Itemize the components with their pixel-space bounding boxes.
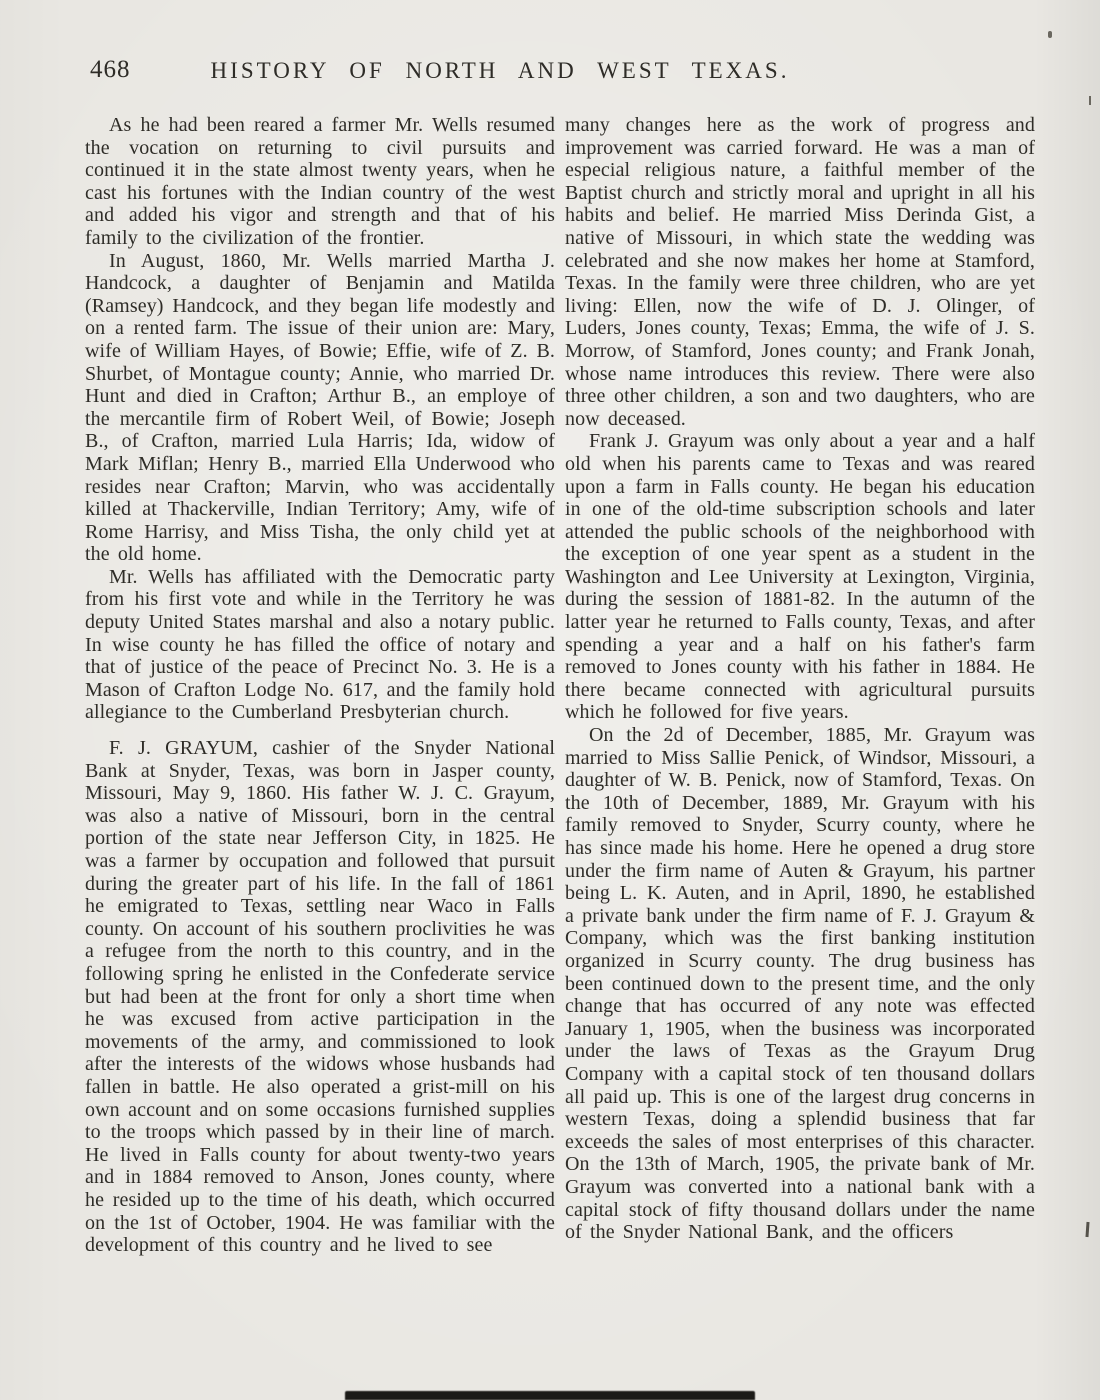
paragraph: As he had been reared a farmer Mr. Wells resumed the vocation on returning to civil pursuits and continued it in the state almost twenty years, when he cast his fortunes with the Indian country of the west and added his vigor and strength and that of his family to the civilization of the frontier.: [85, 114, 555, 249]
paragraph: In August, 1860, Mr. Wells married Martha J. Handcock, a daughter of Benjamin and Matilda (Ramsey) Handcock, and they began life modestly and on a rented farm. The issue of their union are: Mary, wife of William Hayes, of Bowie; Effie, wife of Z. B. Shurbet, of Montague county; Annie, who married Dr. Hunt and died in Crafton; Arthur B., an employe of the mercantile firm of Robert Weil, of Bowie; Joseph B., of Crafton, married Lula Harris; Ida, widow of Mark Miflan; Henry B., married Ella Underwood who resides near Crafton; Marvin, who was accidentally killed at Thackerville, Indian Territory; Amy, wife of Rome Harrisy, and Miss Tisha, the only child yet at the old home.: [85, 249, 555, 566]
scan-artifact-bottom-bar: [345, 1391, 755, 1400]
text-columns: [0, 114, 1100, 1257]
page-title: HISTORY OF NORTH AND WEST TEXAS.: [210, 58, 790, 83]
page-number: 468: [90, 56, 131, 83]
page-header: [0, 0, 1100, 92]
left-column: [85, 114, 555, 1257]
paragraph: F. J. GRAYUM, cashier of the Snyder National Bank at Snyder, Texas, was born in Jasper county, Missouri, May 9, 1860. His father W. J. C. Grayum, was also a native of Missouri, born in the central portion of the state near Jefferson City, in 1825. He was a farmer by occupation and followed that pursuit during the greater part of his life. In the fall of 1861 he emigrated to Texas, settling near Waco in Falls county. On account of his southern proclivities he was a refugee from the north to this country, and in the following spring he enlisted in the Confederate service but had been at the front for only a short time when he was excused from active participation in the movements of the army, and commissioned to look after the interests of the widows whose husbands had fallen in battle. He also operated a grist-mill on his own account and on some occasions furnished supplies to the troops which passed by in their line of march. He lived in Falls county for about twenty-two years and in 1884 removed to Anson, Jones county, where he resided up to the time of his death, which occurred on the 1st of October, 1904. He was familiar with the development of this country and he lived to see: [85, 737, 555, 1257]
scan-speck: [1048, 31, 1052, 38]
paragraph: On the 2d of December, 1885, Mr. Grayum was married to Miss Sallie Penick, of Windsor, Missouri, a daughter of W. B. Penick, now of Stamford, Texas. On the 10th of December, 1889, Mr. Grayum with his family removed to Snyder, Scurry county, where he has since made his home. Here he opened a drug store under the firm name of Auten & Grayum, his partner being L. K. Auten, and in April, 1890, he established a private bank under the firm name of F. J. Grayum & Company, which was the first banking institution organized in Scurry county. The drug business has been continued down to the present time, and the only change that has occurred of any note was effected January 1, 1905, when the business was incorporated under the laws of Texas as the Grayum Drug Company with a capital stock of ten thousand dollars all paid up. This is one of the largest drug concerns in western Texas, doing a splendid business that far exceeds the sales of most enterprises of this character. On the 13th of March, 1905, the private bank of Mr. Grayum was converted into a national bank with a capital stock of fifty thousand dollars under the name of the Snyder National Bank, and the officers: [565, 724, 1035, 1244]
paragraph: many changes here as the work of progress and improvement was carried forward. He was a man of especial religious nature, a faithful member of the Baptist church and strictly moral and upright in all his habits and belief. He married Miss Derinda Gist, a native of Missouri, in which state the wedding was celebrated and she now makes her home at Stamford, Texas. In the family were three children, who are yet living: Ellen, now the wife of D. J. Olinger, of Luders, Jones county, Texas; Emma, the wife of J. S. Morrow, of Stamford, Jones county; and Frank Jonah, whose name introduces this review. There were also three other children, a son and two daughters, who are now deceased.: [565, 114, 1035, 430]
scan-speck: [1089, 96, 1091, 105]
right-column: [565, 114, 1035, 1257]
paragraph: Frank J. Grayum was only about a year and a half old when his parents came to Texas and was reared upon a farm in Falls county. He began his education in one of the old-time subscription schools and later attended the public schools of the neighborhood with the exception of one year spent as a student in the Washington and Lee University at Lexington, Virginia, during the session of 1881-82. In the autumn of the latter year he returned to Falls county, Texas, and after spending a year and a half on his father's farm removed to Jones county with his father in 1884. He there became connected with agricultural pursuits which he followed for five years.: [565, 430, 1035, 724]
paragraph: Mr. Wells has affiliated with the Democratic party from his first vote and while in the Territory he was deputy United States marshal and also a notary public. In wise county he has filled the office of notary and that of justice of the peace of Precinct No. 3. He is a Mason of Crafton Lodge No. 617, and the family hold allegiance to the Cumberland Presbyterian church.: [85, 565, 555, 724]
